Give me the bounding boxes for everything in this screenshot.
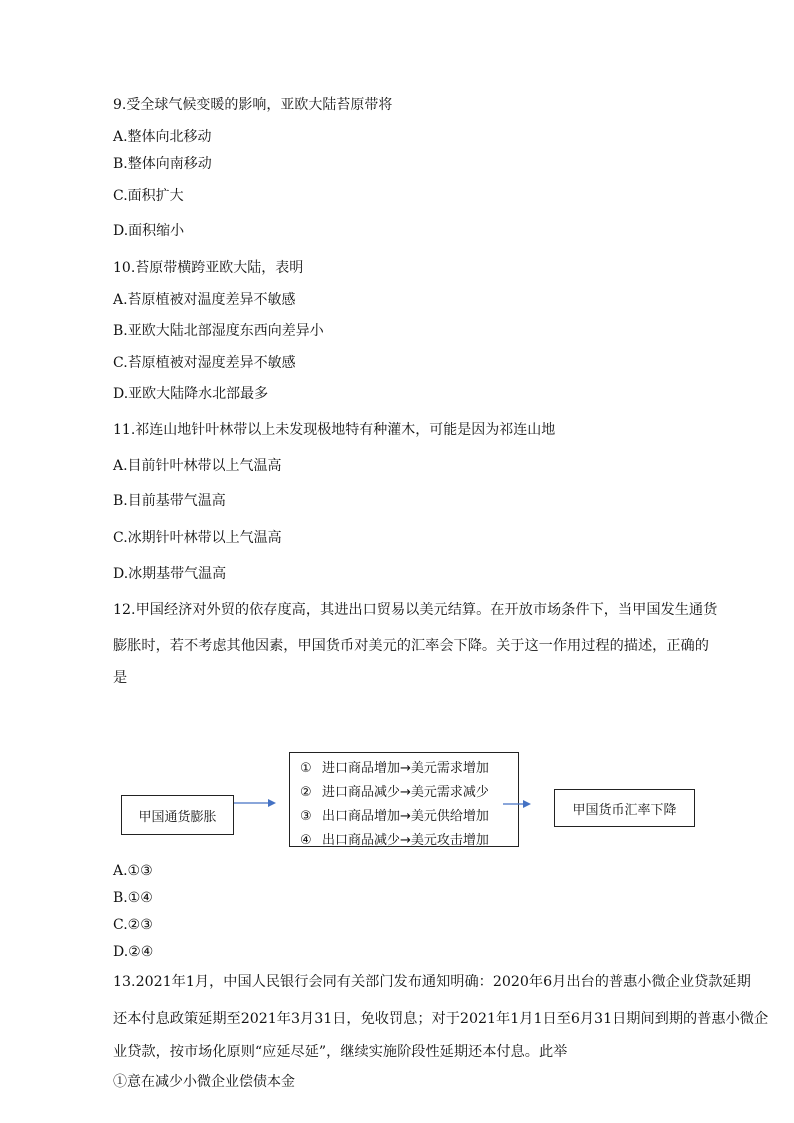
q10-option-d: D.亚欧大陆降水北部最多 bbox=[113, 386, 269, 402]
diagram-option-4-number: ④ bbox=[300, 833, 312, 847]
q11-option-c: C.冰期针叶林带以上气温高 bbox=[113, 530, 282, 546]
q12-option-a: A.①③ bbox=[113, 863, 153, 879]
diagram-option-3 bbox=[300, 809, 489, 825]
diagram-option-4-text: 出口商品减少→美元攻击增加 bbox=[322, 833, 489, 847]
q11-option-d: D.冰期基带气温高 bbox=[113, 566, 227, 582]
diagram-arrow-left bbox=[234, 798, 278, 808]
diagram-option-1 bbox=[300, 761, 489, 777]
q11-option-a: A.目前针叶林带以上气温高 bbox=[113, 458, 282, 474]
diagram-left-label: 甲国通货膨胀 bbox=[138, 809, 217, 825]
q10-option-b: B.亚欧大陆北部湿度东西向差异小 bbox=[113, 323, 324, 339]
diagram-option-4 bbox=[300, 833, 489, 847]
diagram-right-box bbox=[554, 789, 695, 827]
q13-stem-line-3: 业贷款，按市场化原则“应延尽延”，继续实施阶段性延期还本付息。此举 bbox=[113, 1044, 568, 1060]
q13-stem-line-1: 13.2021年1月，中国人民银行会同有关部门发布通知明确：2020年6月出台的普惠小微企业贷款延期 bbox=[113, 974, 751, 990]
diagram-option-1-number: ① bbox=[300, 761, 312, 776]
q13-stem-line-2: 还本付息政策延期至2021年3月31日，免收罚息；对于2021年1月1日至6月31日期间到期的普惠小微企 bbox=[113, 1011, 769, 1027]
diagram-option-3-number: ③ bbox=[300, 809, 312, 824]
diagram-right-label: 甲国货币汇率下降 bbox=[572, 802, 677, 818]
q9-option-c: C.面积扩大 bbox=[113, 188, 184, 204]
q11-stem: 11.祁连山地针叶林带以上未发现极地特有种灌木，可能是因为祁连山地 bbox=[113, 422, 556, 438]
q12-option-d: D.②④ bbox=[113, 944, 154, 960]
q12-stem-line-2: 膨胀时，若不考虑其他因素，甲国货币对美元的汇率会下降。关于这一作用过程的描述，正确的 bbox=[113, 638, 709, 654]
q11-option-b: B.目前基带气温高 bbox=[113, 493, 226, 509]
q12-option-b: B.①④ bbox=[113, 890, 153, 906]
diagram-option-1-text: 进口商品增加→美元需求增加 bbox=[322, 761, 489, 776]
q12-stem-line-1: 12.甲国经济对外贸的依存度高，其进出口贸易以美元结算。在开放市场条件下，当甲国发生通货 bbox=[113, 602, 718, 618]
q12-stem-line-3: 是 bbox=[113, 670, 128, 686]
q9-stem: 9.受全球气候变暖的影响，亚欧大陆苔原带将 bbox=[113, 97, 393, 113]
diagram-option-2 bbox=[300, 785, 489, 801]
diagram-option-2-number: ② bbox=[300, 785, 312, 800]
q13-item-1: ①意在减少小微企业偿债本金 bbox=[113, 1074, 295, 1090]
q10-option-c: C.苔原植被对湿度差异不敏感 bbox=[113, 355, 296, 371]
diagram-left-box bbox=[121, 795, 234, 835]
q9-option-a: A.整体向北移动 bbox=[113, 129, 212, 145]
q9-option-b: B.整体向南移动 bbox=[113, 156, 212, 172]
q9-option-d: D.面积缩小 bbox=[113, 223, 185, 239]
q10-option-a: A.苔原植被对温度差异不敏感 bbox=[113, 292, 296, 308]
q12-option-c: C.②③ bbox=[113, 917, 153, 933]
diagram-arrow-right bbox=[503, 799, 533, 809]
q10-stem: 10.苔原带横跨亚欧大陆，表明 bbox=[113, 260, 304, 276]
diagram-middle-box bbox=[289, 752, 519, 847]
diagram-option-2-text: 进口商品减少→美元需求减少 bbox=[322, 785, 489, 800]
diagram-option-3-text: 出口商品增加→美元供给增加 bbox=[322, 809, 489, 824]
